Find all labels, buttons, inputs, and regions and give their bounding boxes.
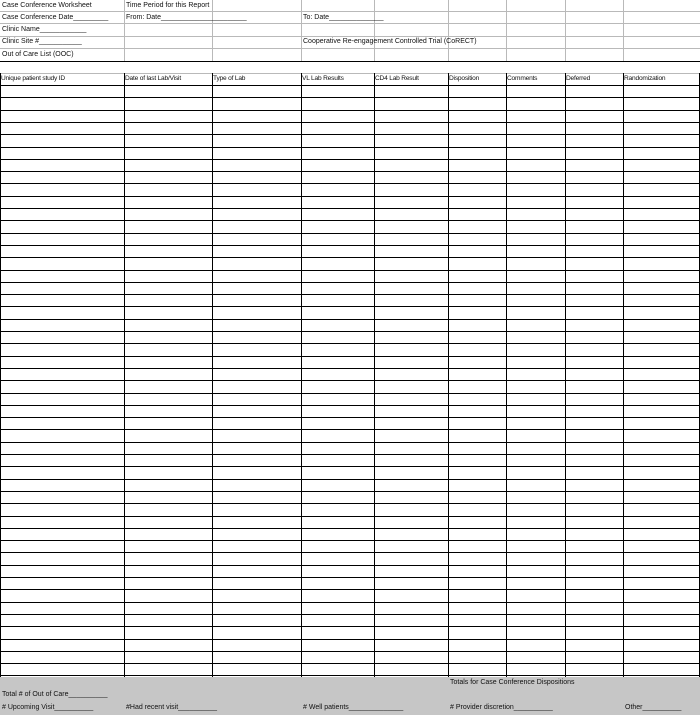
table-row-line	[0, 368, 700, 369]
to-date-field: To: Date______________	[303, 14, 384, 21]
table-row-line	[0, 442, 700, 443]
other-field: Other__________	[625, 704, 682, 711]
recent-visit-field: #Had recent visit__________	[126, 704, 218, 711]
table-row-line	[0, 577, 700, 578]
totals-label: Totals for Case Conference Dispositions	[450, 679, 575, 686]
clinic-site-field: Clinic Site #___________	[2, 38, 82, 45]
table-row-line	[0, 245, 700, 246]
table-row-line	[0, 356, 700, 357]
column-header-deferred: Deferred	[566, 75, 591, 82]
column-header-randomization: Randomization	[624, 75, 666, 82]
table-row-line	[0, 159, 700, 160]
table-row-line	[0, 466, 700, 467]
period-label: Time Period for this Report	[126, 2, 210, 9]
table-row-line	[0, 491, 700, 492]
table-column-line	[124, 73, 125, 677]
table-row-line	[0, 122, 700, 123]
header-gridline	[301, 0, 302, 61]
conference-date-field: Case Conference Date_________	[2, 14, 109, 21]
table-row-line	[0, 405, 700, 406]
table-column-line	[623, 73, 624, 677]
table-row-line	[0, 380, 700, 381]
table-row-line	[0, 110, 700, 111]
table-row-line	[0, 614, 700, 615]
totals-footer	[0, 677, 700, 715]
from-date-field: From: Date______________________	[126, 14, 247, 21]
column-header-patient-id: Unique patient study ID	[1, 75, 65, 82]
table-row-line	[0, 479, 700, 480]
table-row-line	[0, 626, 700, 627]
table-row-line	[0, 540, 700, 541]
clinic-name-field: Clinic Name____________	[2, 26, 87, 33]
table-row-line	[0, 257, 700, 258]
table-row-line	[0, 282, 700, 283]
table-row-line	[0, 306, 700, 307]
table-column-line	[374, 73, 375, 677]
header-gridline	[565, 0, 566, 61]
table-row-line	[0, 454, 700, 455]
table-row-line	[0, 270, 700, 271]
table-row-line	[0, 417, 700, 418]
header-gridline	[448, 0, 449, 61]
table-row-line	[0, 589, 700, 590]
table-row-line	[0, 565, 700, 566]
header-gridline	[374, 0, 375, 61]
table-row-line	[0, 552, 700, 553]
patient-table	[0, 61, 700, 677]
table-column-line	[565, 73, 566, 677]
table-row-line	[0, 208, 700, 209]
upcoming-visit-field: # Upcoming Visit__________	[2, 704, 94, 711]
table-row-line	[0, 294, 700, 295]
table-row-line	[0, 639, 700, 640]
table-column-line	[0, 73, 1, 677]
table-row-line	[0, 134, 700, 135]
table-row-line	[0, 196, 700, 197]
table-row-line	[0, 97, 700, 98]
column-header-lab-type: Type of Lab	[213, 75, 246, 82]
table-row-line	[0, 331, 700, 332]
table-row-line	[0, 429, 700, 430]
provider-discretion-field: # Provider discretion__________	[450, 704, 553, 711]
table-column-line	[301, 73, 302, 677]
table-row-line	[0, 233, 700, 234]
table-row-line	[0, 319, 700, 320]
column-header-comments: Comments	[507, 75, 538, 82]
table-row-line	[0, 171, 700, 172]
table-row-line	[0, 602, 700, 603]
table-row-line	[0, 183, 700, 184]
column-header-vl-results: VL Lab Results	[302, 75, 344, 82]
table-row-line	[0, 147, 700, 148]
worksheet-title: Case Conference Worksheet	[2, 2, 92, 9]
table-row-line	[0, 651, 700, 652]
table-column-line	[506, 73, 507, 677]
ooc-list-label: Out of Care List (OOC)	[2, 51, 74, 58]
column-header-disposition: Disposition	[449, 75, 480, 82]
table-column-line	[448, 73, 449, 677]
header-gridline	[623, 0, 624, 61]
table-row-line	[0, 528, 700, 529]
table-row-line	[0, 343, 700, 344]
table-column-line	[212, 73, 213, 677]
table-row-line	[0, 85, 700, 86]
table-row-line	[0, 516, 700, 517]
trial-name: Cooperative Re-engagement Controlled Trial (CoRECT)	[303, 38, 477, 45]
table-row-line	[0, 220, 700, 221]
total-ooc-field: Total # of Out of Care__________	[2, 691, 108, 698]
table-row-line	[0, 61, 700, 62]
header-gridline	[506, 0, 507, 61]
table-row-line	[0, 663, 700, 664]
well-patients-field: # Well patients______________	[303, 704, 404, 711]
column-header-last-visit: Date of last Lab/Visit	[125, 75, 181, 82]
column-header-cd4-result: CD4 Lab Result	[375, 75, 419, 82]
table-row-line	[0, 503, 700, 504]
table-row-line	[0, 393, 700, 394]
